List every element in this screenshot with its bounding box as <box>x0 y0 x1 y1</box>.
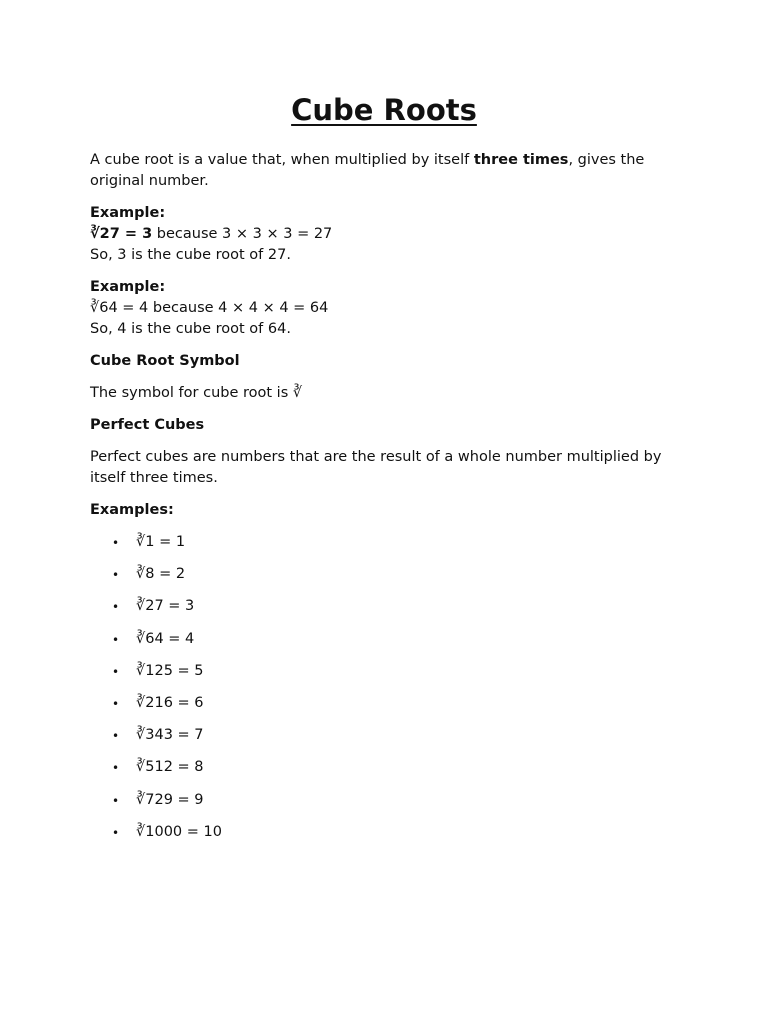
example-one-expression: ∛27 = 3 <box>90 226 153 242</box>
example-two <box>90 277 678 340</box>
perfect-cubes-heading: Perfect Cubes <box>90 417 205 433</box>
example-one-equation <box>90 224 678 245</box>
list-item: • ∛125 = 5 <box>136 661 678 693</box>
list-item: • ∛343 = 7 <box>136 725 678 757</box>
list-item: • ∛729 = 9 <box>136 790 678 822</box>
list-item: • ∛1000 = 10 <box>136 822 678 854</box>
example-two-label <box>90 277 678 298</box>
example-one-conclusion: So, 3 is the cube root of 27. <box>90 247 291 263</box>
perfect-cubes-list <box>90 532 678 854</box>
page-title: Cube Roots <box>291 93 477 127</box>
examples-heading: Examples: <box>90 502 174 518</box>
list-item: • ∛512 = 8 <box>136 757 678 789</box>
example-two-label-text: Example: <box>90 279 166 295</box>
perfect-cubes-description: Perfect cubes are numbers that are the result of a whole number multiplied by itself three times. <box>90 449 662 486</box>
cube-root-symbol-text: The symbol for cube root is ∛ <box>90 385 303 401</box>
intro-text-start: A cube root is a value that, when multiplied by itself <box>90 152 474 168</box>
list-item: • ∛64 = 4 <box>136 629 678 661</box>
example-two-equation: ∛64 = 4 because 4 × 4 × 4 = 64 <box>90 300 329 316</box>
list-item: • ∛8 = 2 <box>136 564 678 596</box>
cube-root-symbol-heading: Cube Root Symbol <box>90 353 240 369</box>
example-one <box>90 203 678 266</box>
intro-paragraph <box>90 150 678 192</box>
example-one-label-text: Example: <box>90 205 166 221</box>
example-one-explanation: because 3 × 3 × 3 = 27 <box>152 226 333 242</box>
intro-text-end: , gives the original number. <box>90 152 645 189</box>
example-two-conclusion: So, 4 is the cube root of 64. <box>90 321 291 337</box>
list-item: • ∛216 = 6 <box>136 693 678 725</box>
list-item: • ∛1 = 1 <box>136 532 678 564</box>
example-one-label <box>90 203 678 224</box>
intro-emphasis: three times <box>473 152 569 168</box>
list-item: • ∛27 = 3 <box>136 596 678 628</box>
